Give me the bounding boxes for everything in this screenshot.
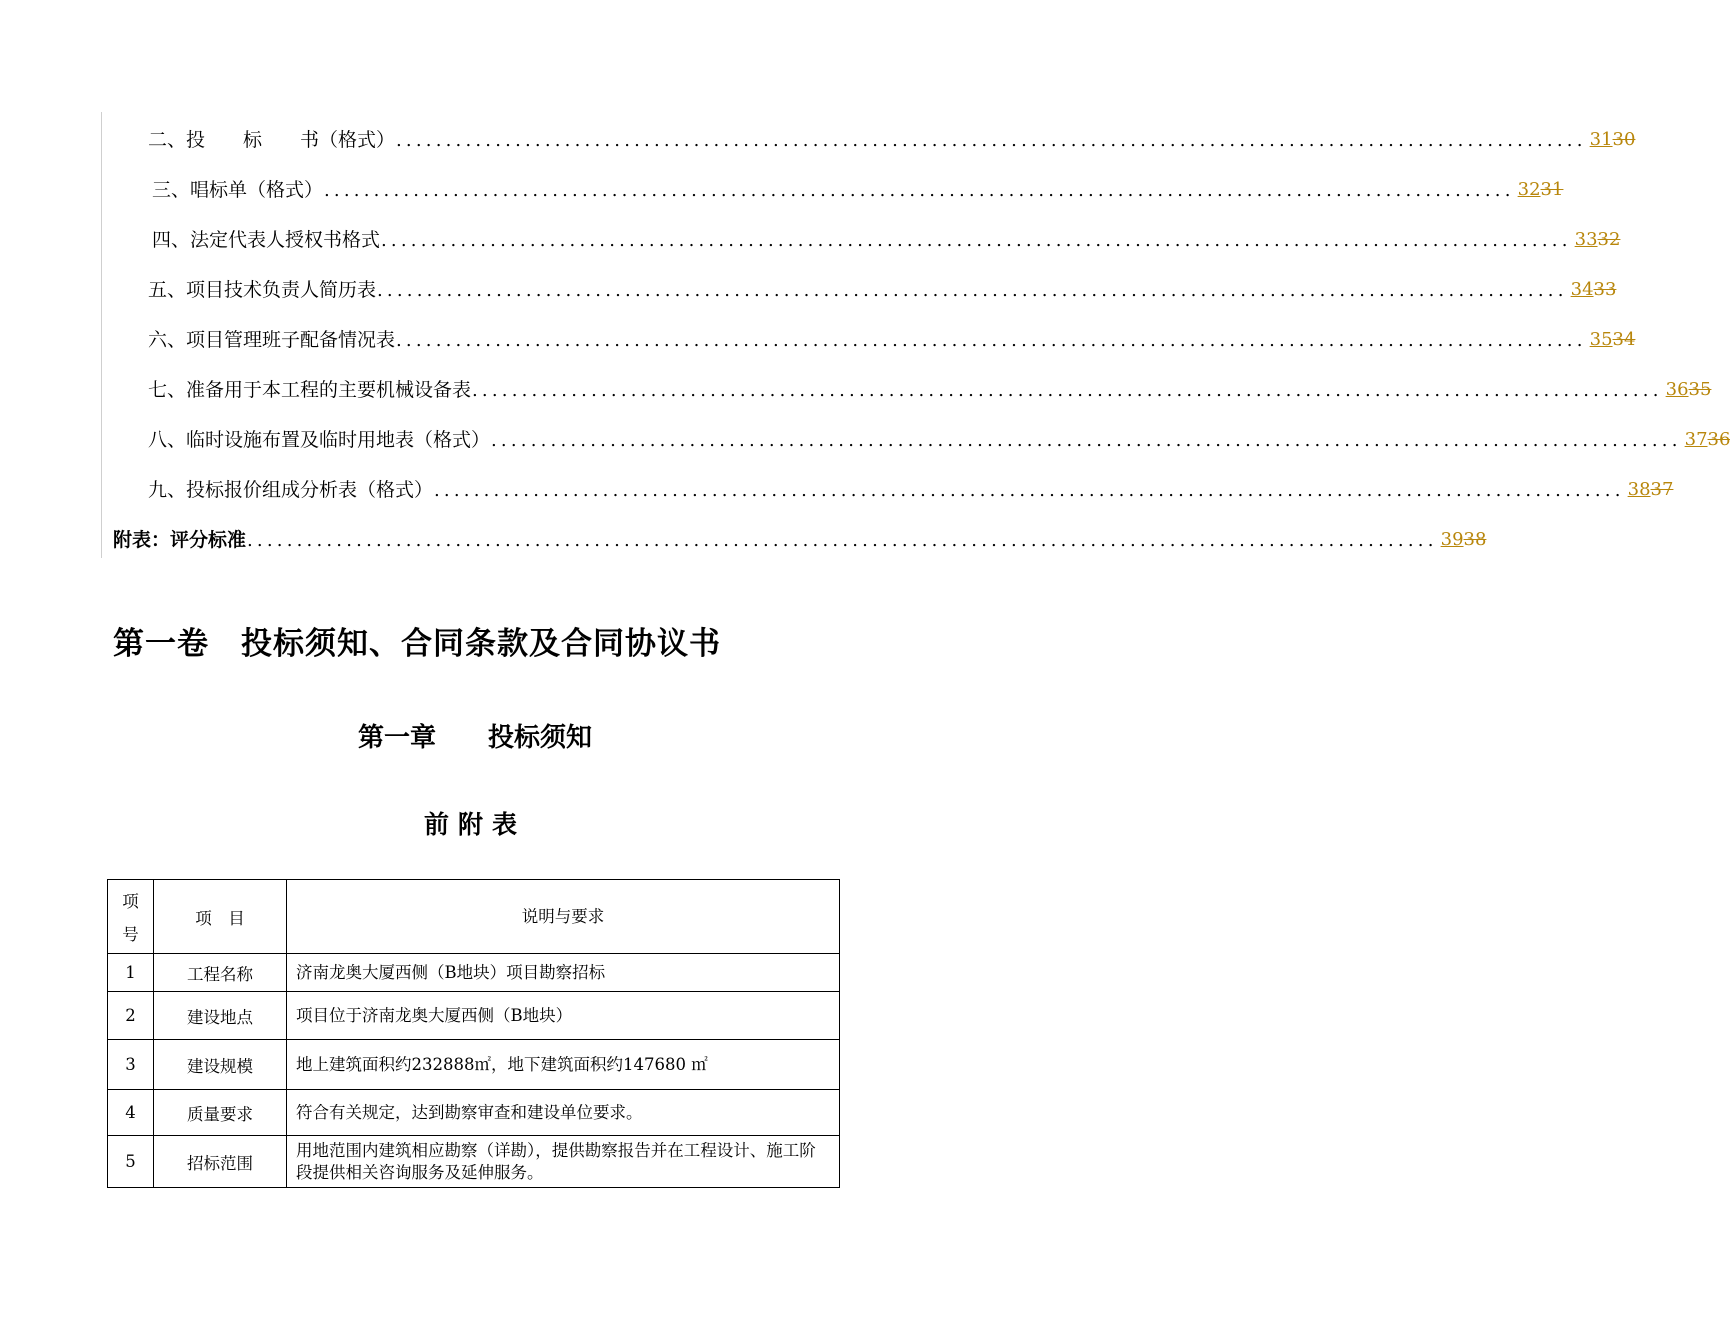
toc-entry[interactable] [0, 322, 1636, 352]
row-number: 2 [108, 992, 154, 1040]
row-description: 项目位于济南龙奥大厦西侧（B地块） [287, 992, 840, 1040]
row-number: 1 [108, 954, 154, 992]
header-item: 项 目 [154, 880, 287, 954]
table-row [108, 1090, 840, 1136]
toc-leader-dots: ........................................................................................................................ [396, 130, 1587, 151]
toc-page-new: 31 [1589, 129, 1613, 150]
toc-leader-dots: ........................................................................................................................ [381, 230, 1572, 251]
volume-title: 第一卷 投标须知、合同条款及合同协议书 [113, 626, 721, 662]
toc-page-number [1518, 178, 1564, 202]
row-item: 工程名称 [154, 954, 287, 992]
toc-entry-label: 五、项目技术负责人简历表 [148, 279, 377, 301]
toc-page-old-struck: 30 [1612, 129, 1636, 150]
front-attachment-table [107, 879, 840, 1188]
toc-page-old-struck: 36 [1707, 429, 1730, 450]
toc-page-old-struck: 33 [1593, 279, 1617, 300]
header-desc: 说明与要求 [287, 880, 840, 954]
toc-entry-label: 三、唱标单（格式） [152, 179, 324, 201]
row-description: 地上建筑面积约232888㎡，地下建筑面积约147680 ㎡ [287, 1040, 840, 1090]
toc-page-number [1685, 428, 1730, 452]
toc-entry[interactable] [0, 172, 1564, 202]
toc-leader-dots: ........................................................................................................................ [396, 330, 1587, 351]
toc-page-new: 38 [1627, 479, 1651, 500]
toc-entry[interactable] [0, 472, 1674, 502]
row-number: 4 [108, 1090, 154, 1136]
table-row [108, 992, 840, 1040]
toc-page-number [1590, 128, 1636, 152]
toc-page-number [1666, 378, 1712, 402]
toc-leader-dots: ........................................................................................................................ [377, 280, 1568, 301]
toc-leader-dots: ........................................................................................................................ [491, 430, 1682, 451]
toc-page-new: 36 [1665, 379, 1689, 400]
toc-entry[interactable] [0, 122, 1636, 152]
toc-leader-dots: ........................................................................................................................ [472, 380, 1663, 401]
toc-entry[interactable] [0, 522, 1487, 552]
toc-page-number [1575, 228, 1621, 252]
table-row [108, 1040, 840, 1090]
toc-entry-label: 二、投 标 书（格式） [148, 129, 396, 151]
toc-entry[interactable] [0, 422, 1730, 452]
row-item: 建设规模 [154, 1040, 287, 1090]
toc-entry-label: 附表：评分标准 [113, 529, 247, 551]
header-no: 项 号 [108, 880, 154, 954]
table-title: 前附表 [423, 810, 526, 839]
toc-page-number [1628, 478, 1674, 502]
toc-page-old-struck: 38 [1463, 529, 1487, 550]
toc-leader-dots: ........................................................................................................................ [324, 180, 1515, 201]
toc-entry[interactable] [0, 272, 1617, 302]
row-item: 招标范围 [154, 1136, 287, 1188]
toc-page-new: 37 [1684, 429, 1708, 450]
toc-page-old-struck: 34 [1612, 329, 1636, 350]
row-description: 符合有关规定，达到勘察审查和建设单位要求。 [287, 1090, 840, 1136]
table-row [108, 954, 840, 992]
toc-entry-label: 七、准备用于本工程的主要机械设备表 [148, 379, 472, 401]
toc-page-old-struck: 32 [1597, 229, 1621, 250]
row-number: 5 [108, 1136, 154, 1188]
toc-page-old-struck: 31 [1540, 179, 1564, 200]
toc-page-new: 33 [1574, 229, 1598, 250]
toc-page-old-struck: 37 [1650, 479, 1674, 500]
toc-page-old-struck: 35 [1688, 379, 1712, 400]
chapter-title: 第一章 投标须知 [357, 723, 592, 753]
toc-page-new: 35 [1589, 329, 1613, 350]
toc-page-number [1571, 278, 1617, 302]
toc-entry-label: 六、项目管理班子配备情况表 [148, 329, 396, 351]
toc-leader-dots: ........................................................................................................................ [434, 480, 1625, 501]
toc-entry[interactable] [0, 222, 1621, 252]
toc-page-number [1590, 328, 1636, 352]
toc-page-number [1441, 528, 1487, 552]
row-item: 建设地点 [154, 992, 287, 1040]
row-number: 3 [108, 1040, 154, 1090]
table-header-row [108, 880, 840, 954]
toc-page-new: 39 [1440, 529, 1464, 550]
toc-entry-label: 四、法定代表人授权书格式 [152, 229, 381, 251]
toc-entry-label: 八、临时设施布置及临时用地表（格式） [148, 429, 491, 451]
toc-page-new: 32 [1517, 179, 1541, 200]
toc-leader-dots: ........................................................................................................................ [247, 530, 1438, 551]
toc-entry-label: 九、投标报价组成分析表（格式） [148, 479, 434, 501]
toc-entry[interactable] [0, 372, 1712, 402]
row-description: 用地范围内建筑相应勘察（详勘），提供勘察报告并在工程设计、施工阶段提供相关咨询服务及延伸服务。 [287, 1136, 840, 1188]
toc-page-new: 34 [1570, 279, 1594, 300]
row-item: 质量要求 [154, 1090, 287, 1136]
table-row [108, 1136, 840, 1188]
row-description: 济南龙奥大厦西侧（B地块）项目勘察招标 [287, 954, 840, 992]
